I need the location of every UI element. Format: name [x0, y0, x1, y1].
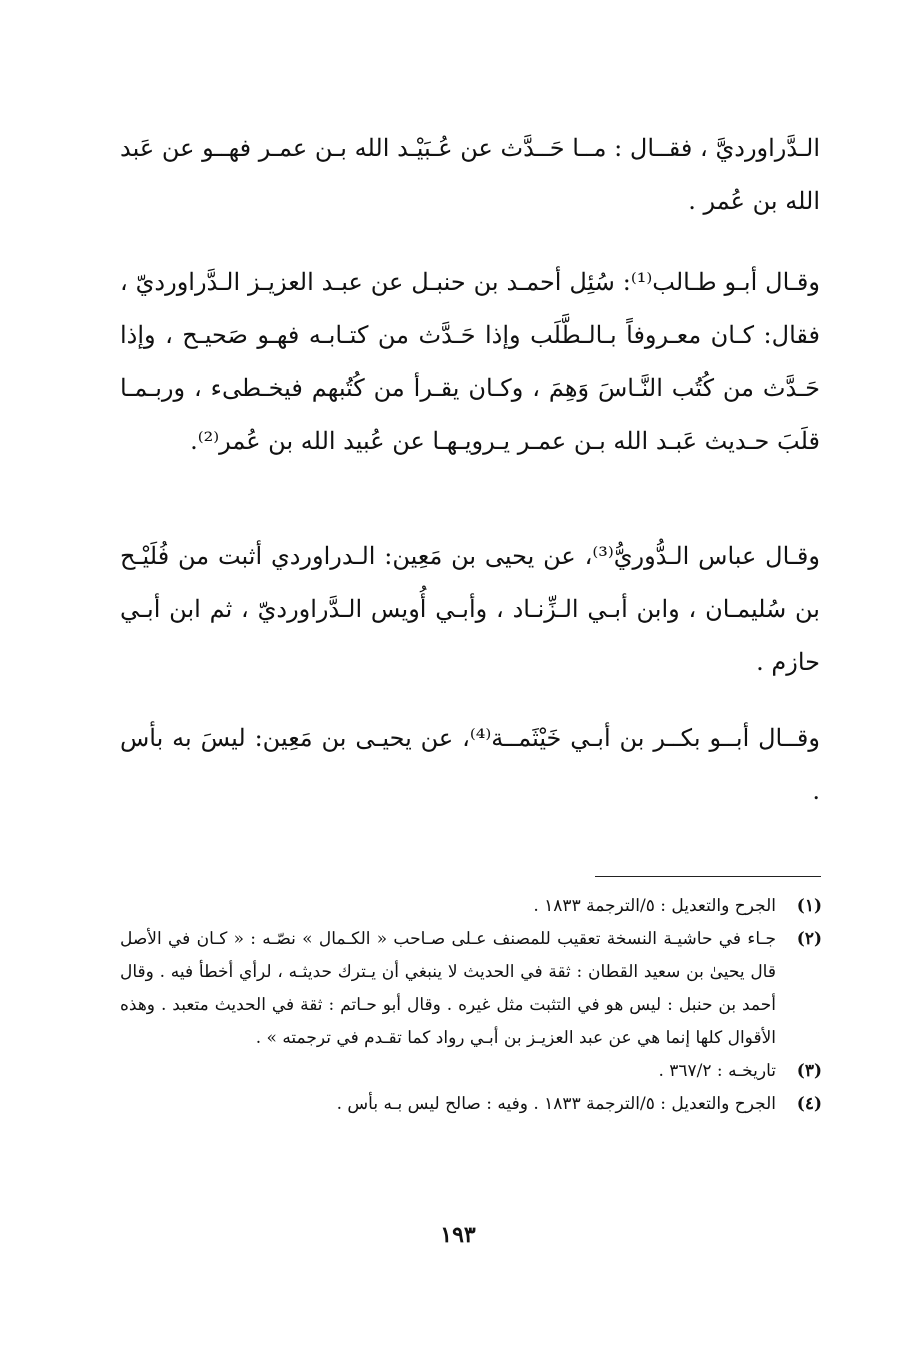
paragraph-1: الـدَّراورديَّ ، فقــال : مــا حَــدَّث عن عُـبَيْـد الله بـن عمـر فهــو عن عَبد الله بن عُمر .	[120, 134, 820, 215]
footnote-text: الجرح والتعديل : ٥/الترجمة ١٨٣٣ .	[533, 896, 776, 916]
paragraph-4: وقــال أبــو بكــر بن أبـي خَيْثَمــة⁽⁴⁾، عن يحيـى بن مَعِين: ليسَ به بأس .	[120, 724, 820, 805]
footnote-number: (٢)	[796, 929, 822, 949]
footnote-number: (١)	[796, 896, 822, 916]
footnote-number: (٣)	[796, 1061, 822, 1081]
footnote-divider	[595, 876, 821, 877]
footnote-text: تاريخـه : ٣٦٧/٢ .	[658, 1061, 776, 1081]
footnote-4	[120, 1088, 822, 1121]
footnote-1	[120, 890, 822, 923]
page-number: ١٩٣	[440, 1222, 476, 1248]
footnote-number: (٤)	[796, 1094, 822, 1114]
footnotes-list	[120, 890, 822, 1121]
footnote-text: الجرح والتعديل : ٥/الترجمة ١٨٣٣ . وفيه : صالح ليس بـه بأس .	[336, 1094, 776, 1114]
footnote-text: جـاء في حاشيـة النسخة تعقيب للمصنف عـلى صـاحب « الكـمال » نصّـه : « كـان في الأصل قال يحيىٰ بن سعيد القطان : ثقة في الحديث لا ينبغي أن يـترك حديثـه ، لرأي أخطأ فيه . وقال أحمد بن حنبل : ليس هو في التثبت مثل غيره . وقال أبو حـاتم : ثقة في الحديث متعبد . وهذه الأقوال كلها إنما هي عن عبد العزيـز بن أبـي رواد كما تقـدم في ترجمته » .	[120, 929, 776, 1048]
footnote-2	[120, 923, 822, 1055]
paragraph-2: وقـال أبـو طـالب⁽¹⁾: سُئِل أحمـد بن حنبـل عن عبـد العزيـز الـدَّراورديّ ، فقال: كـان معـروفاً بـالـطَّلَب وإذا حَـدَّث من كتـابـه فهـو صَحيـح ، وإذا حَـدَّث من كُتُب النَّـاسَ وَهِمَ ، وكـان يقـرأ من كُتُبهم فيخـطىء ، وربـمـا قلَبَ حـديث عَبـد الله بـن عمـر يـرويـهـا عن عُبيد الله بن عُمر⁽²⁾.	[120, 268, 820, 455]
paragraph-3: وقـال عباس الـدُّوريُّ⁽³⁾، عن يحيى بن مَعِين: الـدراوردي أثبت من فُلَيْـح بن سُليمـان ، وابن أبـي الـزِّنـاد ، وأبـي أُويس الـدَّراورديّ ، ثم ابن أبـي حازم .	[120, 542, 820, 676]
footnote-3	[120, 1055, 822, 1088]
